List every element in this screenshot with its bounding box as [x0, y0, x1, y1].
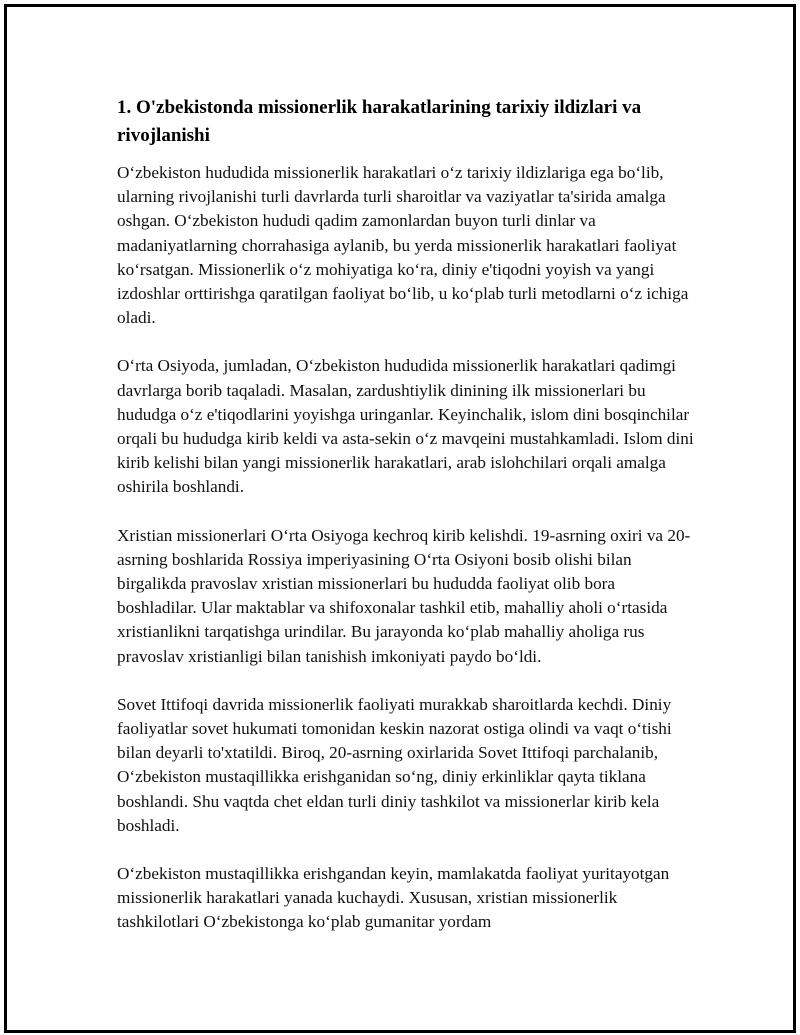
paragraph-2: O‘rta Osiyoda, jumladan, O‘zbekiston hududida missionerlik harakatlari qadimgi davrlarga borib taqaladi. Masalan, zardushtiylik dinining ilk missionerlari bu hududga o‘z e'tiqodlarini yoyishga uringanlar. Keyinchalik, islom dini bosqinchilar orqali bu hududga kirib keldi va asta-sekin o‘z mavqeini mustahkamladi. Islom dini kirib kelishi bilan yangi missionerlik harakatlari, arab islohchilari orqali amalga oshirila boshlandi. [117, 356, 694, 497]
paragraph-5: O‘zbekiston mustaqillikka erishgandan keyin, mamlakatda faoliyat yuritayotgan missionerlik harakatlari yanada kuchaydi. Xususan, xristian missionerlik tashkilotlari O‘zbekistonga ko‘plab gumanitar yordam [117, 864, 670, 932]
document-body [117, 94, 697, 959]
paragraph-1: O‘zbekiston hududida missionerlik harakatlari o‘z tarixiy ildizlariga ega bo‘lib, ularning rivojlanishi turli davrlarda turli sharoitlar va vaziyatlar ta'sirida amalga oshgan. O‘zbekiston hududi qadim zamonlardan buyon turli dinlar va madaniyatlarning chorrahasiga aylanib, bu yerda missionerlik harakatlari faoliyat ko‘rsatgan. Missionerlik o‘z mohiyatiga ko‘ra, diniy e'tiqodni yoyish va yangi izdoshlar orttirishga qaratilgan faoliyat bo‘lib, u ko‘plab turli metodlarni o‘z ichiga oladi. [117, 163, 689, 328]
paragraph-4: Sovet Ittifoqi davrida missionerlik faoliyati murakkab sharoitlarda kechdi. Diniy faoliyatlar sovet hukumati tomonidan keskin nazorat ostiga olindi va vaqt o‘tishi bilan deyarli to'xtatildi. Biroq, 20-asrning oxirlarida Sovet Ittifoqi parchalanib, O‘zbekiston mustaqillikka erishganidan so‘ng, diniy erkinliklar qayta tiklana boshlandi. Shu vaqtda chet eldan turli diniy tashkilot va missionerlar kirib kela boshladi. [117, 694, 672, 835]
paragraph-3: Xristian missionerlari O‘rta Osiyoga kechroq kirib kelishdi. 19-asrning oxiri va 20-asrning boshlarida Rossiya imperiyasining O‘rta Osiyoni bosib olishi bilan birgalikda pravoslav xristian missionerlari bu hududda faoliyat olib bora boshladilar. Ular maktablar va shifoxonalar tashkil etib, mahalliy aholi o‘rtasida xristianlikni tarqatishga urindilar. Bu jarayonda ko‘plab mahalliy aholiga rus pravoslav xristianligi bilan tanishish imkoniyati paydo bo‘ldi. [117, 525, 691, 666]
section-heading: 1. O'zbekistonda missionerlik harakatlarining tarixiy ildizlari va rivojlanishi [117, 97, 642, 146]
